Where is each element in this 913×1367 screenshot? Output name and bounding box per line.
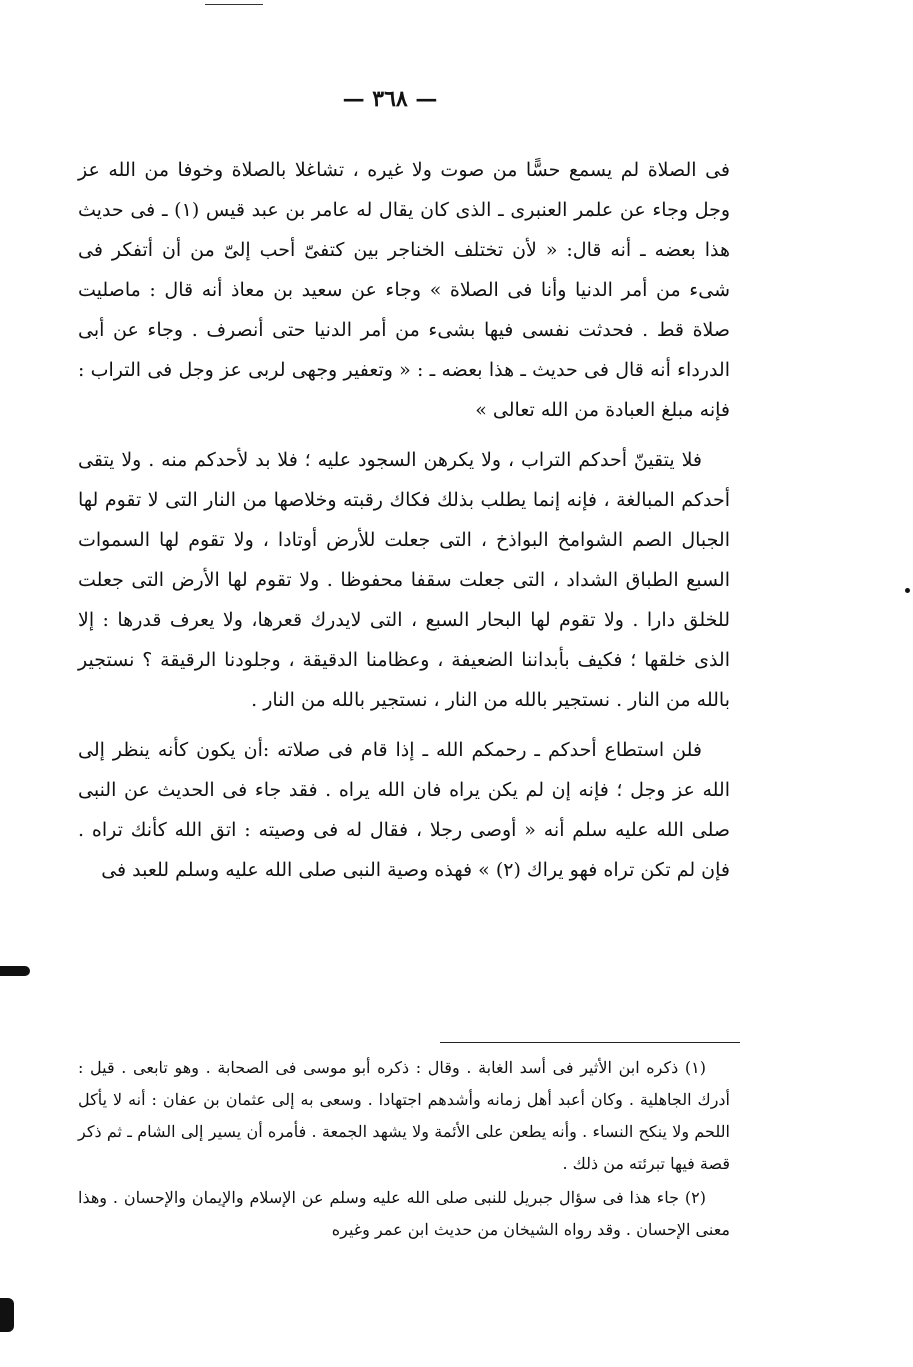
scan-edge-mark	[0, 1298, 14, 1332]
paragraph-3: فلن استطاع أحدكم ـ رحمكم الله ـ إذا قام فى صلاته :أن يكون كأنه ينظر إلى الله عز وجل ؛ فإنه إن لم يكن يراه فان الله يراه . فقد جاء فى الحديث عن النبى صلى الله عليه سلم أنه « أوصى رجلا ، فقال له فى وصيته : اتق الله كأنك تراه . فإن لم تكن تراه فهو يراك (٢) » فهذه وصية النبى صلى الله عليه وسلم للعبد فى	[78, 739, 730, 881]
main-text	[78, 150, 730, 890]
paragraph-2: فلا يتقينّ أحدكم التراب ، ولا يكرهن السجود عليه ؛ فلا بد لأحدكم منه . ولا يتقى أحدكم المبالغة ، فإنه إنما يطلب بذلك فكاك رقبته وخلاصها من النار التى لا تقوم لها الجبال الصم الشوامخ البواذخ ، التى جعلت للأرض أوتادا ، ولا تقوم لها السموات السبع الطباق الشداد ، التى جعلت سقفا محفوظا . ولا تقوم لها الأرض التى جعلت للخلق دارا . ولا تقوم لها البحار السبع ، التى لايدرك قعرها، ولا يعرف قدرها : إلا الذى خلقها ؛ فكيف بأبداننا الضعيفة ، وعظامنا الدقيقة ، وجلودنا الرقيقة ؟ نستجير بالله من النار . نستجير بالله من النار ، نستجير بالله من النار .	[78, 449, 730, 711]
footnote-separator	[440, 1042, 740, 1043]
scan-edge-mark	[0, 966, 30, 976]
top-edge-rule	[205, 4, 263, 5]
footnotes	[78, 1052, 730, 1246]
scan-edge-mark	[905, 588, 910, 593]
page-number: — ٣٦٨ —	[342, 86, 438, 112]
footnote-1: (١) ذكره ابن الأثير فى أسد الغابة . وقال : ذكره أبو موسى فى الصحابة . وهو تابعى . قيل : أدرك الجاهلية . وكان أعبد أهل زمانه وأشدهم اجتهادا . وسعى به إلى عثمان بن عفان : أنه لا يأكل اللحم ولا ينكح النساء . وأنه يطعن على الأئمة ولا يشهد الجمعة . فأمره أن يسير إلى الشام ـ ثم ذكر قصة فيها تبرئته من ذلك .	[78, 1058, 730, 1173]
footnote-2: (٢) جاء هذا فى سؤال جبريل للنبى صلى الله عليه وسلم عن الإسلام والإيمان والإحسان . وهذا معنى الإحسان . وقد رواه الشيخان من حديث ابن عمر وغيره	[78, 1188, 730, 1239]
paragraph-1: فى الصلاة لم يسمع حسًّا من صوت ولا غيره ، تشاغلا بالصلاة وخوفا من الله عز وجل وجاء عن علمر العنبرى ـ الذى كان يقال له عامر بن عبد قيس (١) ـ فى حديث هذا بعضه ـ أنه قال: « لأن تختلف الخناجر بين كتفىّ أحب إلىّ من أن أتفكر فى شىء من أمر الدنيا وأنا فى الصلاة » وجاء عن سعيد بن معاذ أنه قال : ماصليت صلاة قط . فحدثت نفسى فيها بشىء من أمر الدنيا حتى أنصرف . وجاء عن أبى الدرداء أنه قال فى حديث ـ هذا بعضه ـ : « وتعفير وجهى لربى عز وجل فى التراب : فإنه مبلغ العبادة من الله تعالى »	[78, 159, 730, 421]
